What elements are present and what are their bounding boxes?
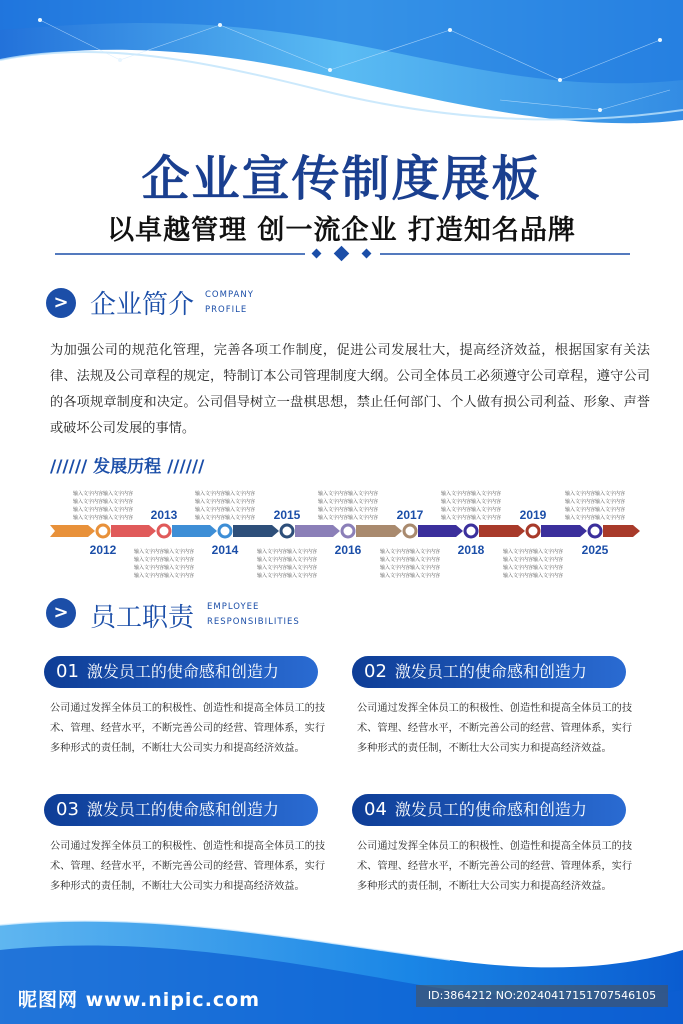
timeline-note: 输入文字内容输入文字内容 xyxy=(133,573,195,579)
timeline xyxy=(0,480,683,590)
timeline-note: 输入文字内容输入文字内容 xyxy=(133,549,195,555)
timeline-note: 输入文字内容输入文字内容 xyxy=(317,515,379,521)
timeline-note: 输入文字内容输入文字内容 xyxy=(564,515,626,521)
duty-title-2: 02 激发员工的使命感和创造力 xyxy=(352,656,626,688)
timeline-arrow-segment xyxy=(111,525,156,537)
timeline-year: 2012 xyxy=(89,543,117,557)
timeline-year: 2016 xyxy=(334,543,362,557)
timeline-node xyxy=(281,525,293,537)
timeline-node xyxy=(404,525,416,537)
timeline-note: 输入文字内容输入文字内容 xyxy=(72,499,134,505)
timeline-year: 2017 xyxy=(396,508,424,522)
timeline-arrow-segment xyxy=(295,525,340,537)
timeline-note: 输入文字内容输入文字内容 xyxy=(502,549,564,555)
timeline-note: 输入文字内容输入文字内容 xyxy=(72,515,134,521)
timeline-note: 输入文字内容输入文字内容 xyxy=(379,557,441,563)
timeline-year: 2015 xyxy=(273,508,301,522)
timeline-note: 输入文字内容输入文字内容 xyxy=(256,565,318,571)
page-subtitle: 以卓越管理 创一流企业 打造知名品牌 xyxy=(107,215,576,246)
timeline-node xyxy=(527,525,539,537)
timeline-node xyxy=(342,525,354,537)
timeline-note: 输入文字内容输入文字内容 xyxy=(133,565,195,571)
timeline-arrow-segment xyxy=(479,525,525,537)
timeline-note: 输入文字内容输入文字内容 xyxy=(379,573,441,579)
timeline-note: 输入文字内容输入文字内容 xyxy=(194,515,256,521)
timeline-node xyxy=(465,525,477,537)
profile-title-en: COMPANY PROFILE xyxy=(205,290,254,315)
timeline-note: 输入文字内容输入文字内容 xyxy=(317,491,379,497)
timeline-note: 输入文字内容输入文字内容 xyxy=(194,499,256,505)
timeline-arrow-segment xyxy=(356,525,402,537)
timeline-note: 输入文字内容输入文字内容 xyxy=(502,573,564,579)
duty-text-3: 公司通过发挥全体员工的积极性、创造性和提高全体员工的技术、管理、经营水平，不断完善公司的经营、管理体系，实行多种形式的责任制，不断壮大公司实力和提高经济效益。 xyxy=(50,841,326,892)
timeline-note: 输入文字内容输入文字内容 xyxy=(256,557,318,563)
duty-title-1: 01 激发员工的使命感和创造力 xyxy=(44,656,318,688)
timeline-note: 输入文字内容输入文字内容 xyxy=(440,491,502,497)
timeline-note: 输入文字内容输入文字内容 xyxy=(564,499,626,505)
duty-title-3: 03 激发员工的使命感和创造力 xyxy=(44,794,318,826)
timeline-node xyxy=(158,525,170,537)
timeline-arrow-segment xyxy=(418,525,463,537)
duties-title: 员工职责 xyxy=(90,603,195,633)
timeline-note: 输入文字内容输入文字内容 xyxy=(502,557,564,563)
timeline-note: 输入文字内容输入文字内容 xyxy=(379,565,441,571)
timeline-note: 输入文字内容输入文字内容 xyxy=(133,557,195,563)
timeline-note: 输入文字内容输入文字内容 xyxy=(564,507,626,513)
timeline-note: 输入文字内容输入文字内容 xyxy=(440,507,502,513)
duty-text-2: 公司通过发挥全体员工的积极性、创造性和提高全体员工的技术、管理、经营水平，不断完善公司的经营、管理体系，实行多种形式的责任制，不断壮大公司实力和提高经济效益。 xyxy=(357,703,633,754)
profile-title: 企业简介 xyxy=(90,290,195,320)
page-title: 企业宣传制度展板 xyxy=(141,151,542,207)
timeline-note: 输入文字内容输入文字内容 xyxy=(194,507,256,513)
timeline-year: 2018 xyxy=(457,543,485,557)
timeline-note: 输入文字内容输入文字内容 xyxy=(194,491,256,497)
duty-text-4: 公司通过发挥全体员工的积极性、创造性和提高全体员工的技术、管理、经营水平，不断完善公司的经营、管理体系，实行多种形式的责任制，不断壮大公司实力和提高经济效益。 xyxy=(357,841,633,892)
chevron-right-icon: > xyxy=(46,288,76,318)
timeline-arrow-segment xyxy=(233,525,279,537)
timeline-note: 输入文字内容输入文字内容 xyxy=(379,549,441,555)
timeline-year: 2013 xyxy=(150,508,178,522)
duty-title-4: 04 激发员工的使命感和创造力 xyxy=(352,794,626,826)
profile-text: 为加强公司的规范化管理，完善各项工作制度，促进公司发展壮大，提高经济效益，根据国家有关法律、法规及公司章程的规定，特制订本公司管理制度大纲。公司全体员工必须遵守公司章程，遵守公司的各项规章制度和决定。公司倡导树立一盘棋思想，禁止任何部门、个人做有损公司利益、形象、声誉或破坏公司发展的事情。 xyxy=(50,343,650,436)
image-id: ID:3864212 NO:20240417151707546105 xyxy=(416,985,668,1007)
timeline-node xyxy=(589,525,601,537)
duties-title-en: EMPLOYEE RESPONSIBILITIES xyxy=(207,602,300,627)
timeline-note: 输入文字内容输入文字内容 xyxy=(72,491,134,497)
timeline-note: 输入文字内容输入文字内容 xyxy=(440,515,502,521)
timeline-note: 输入文字内容输入文字内容 xyxy=(256,549,318,555)
chevron-right-icon: > xyxy=(46,598,76,628)
timeline-arrow-segment xyxy=(603,525,640,537)
timeline-note: 输入文字内容输入文字内容 xyxy=(256,573,318,579)
timeline-label: ////// 发展历程 ////// xyxy=(50,457,205,477)
timeline-arrow-segment xyxy=(541,525,587,537)
timeline-note: 输入文字内容输入文字内容 xyxy=(440,499,502,505)
timeline-note: 输入文字内容输入文字内容 xyxy=(502,565,564,571)
duty-text-1: 公司通过发挥全体员工的积极性、创造性和提高全体员工的技术、管理、经营水平，不断完善公司的经营、管理体系，实行多种形式的责任制，不断壮大公司实力和提高经济效益。 xyxy=(50,703,326,754)
timeline-year: 2019 xyxy=(519,508,547,522)
timeline-arrow-segment xyxy=(172,525,217,537)
timeline-note: 输入文字内容输入文字内容 xyxy=(317,507,379,513)
timeline-year: 2025 xyxy=(581,543,609,557)
timeline-note: 输入文字内容输入文字内容 xyxy=(72,507,134,513)
site-logo: 昵图网 www.nipic.com xyxy=(18,989,261,1011)
timeline-note: 输入文字内容输入文字内容 xyxy=(564,491,626,497)
timeline-year: 2014 xyxy=(211,543,239,557)
timeline-node xyxy=(97,525,109,537)
timeline-note: 输入文字内容输入文字内容 xyxy=(317,499,379,505)
timeline-node xyxy=(219,525,231,537)
timeline-arrow-segment xyxy=(50,525,95,537)
